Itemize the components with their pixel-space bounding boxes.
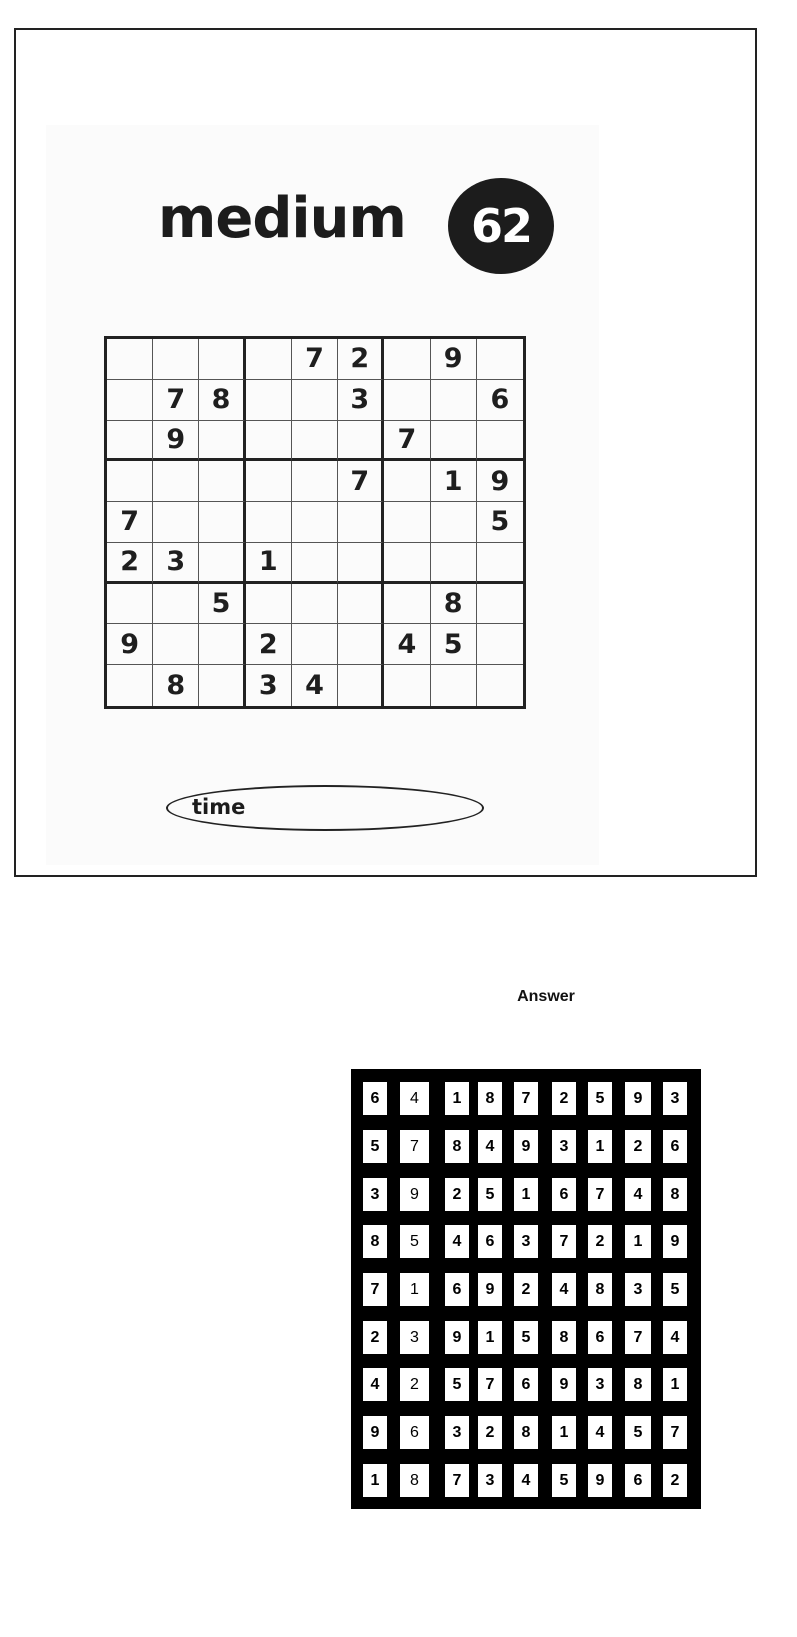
answer-cell: 2 (363, 1321, 387, 1354)
puzzle-title (158, 178, 578, 274)
answer-cell: 8 (663, 1178, 687, 1211)
puzzle-cell[interactable] (107, 665, 153, 706)
puzzle-cell[interactable] (153, 461, 199, 502)
puzzle-cell[interactable] (431, 543, 477, 584)
answer-cell: 3 (552, 1130, 576, 1163)
puzzle-cell[interactable]: 9 (477, 461, 523, 502)
puzzle-cell[interactable] (384, 502, 430, 543)
answer-cell: 5 (445, 1368, 469, 1401)
answer-cell: 2 (514, 1273, 538, 1306)
answer-cell: 1 (363, 1464, 387, 1497)
puzzle-cell[interactable] (292, 543, 338, 584)
puzzle-cell[interactable] (338, 624, 384, 665)
puzzle-cell[interactable]: 7 (338, 461, 384, 502)
puzzle-cell[interactable] (153, 502, 199, 543)
puzzle-cell[interactable] (384, 584, 430, 625)
puzzle-cell[interactable]: 3 (153, 543, 199, 584)
sudoku-puzzle-grid (104, 336, 526, 709)
puzzle-cell[interactable] (199, 624, 245, 665)
answer-cell: 9 (625, 1082, 651, 1115)
time-field[interactable] (166, 785, 484, 831)
puzzle-cell[interactable] (246, 421, 292, 462)
puzzle-cell[interactable]: 2 (338, 339, 384, 380)
answer-cell: 6 (663, 1130, 687, 1163)
answer-cell: 9 (445, 1321, 469, 1354)
answer-cell: 6 (552, 1178, 576, 1211)
answer-cell: 4 (445, 1225, 469, 1258)
difficulty-label: medium (158, 186, 406, 251)
puzzle-cell[interactable] (431, 502, 477, 543)
puzzle-cell[interactable]: 2 (246, 624, 292, 665)
answer-cell: 9 (663, 1225, 687, 1258)
puzzle-panel (14, 28, 757, 877)
answer-cell: 4 (663, 1321, 687, 1354)
puzzle-cell[interactable] (246, 461, 292, 502)
puzzle-cell[interactable] (199, 665, 245, 706)
answer-cell: 1 (478, 1321, 502, 1354)
puzzle-cell[interactable] (199, 502, 245, 543)
puzzle-cell[interactable] (477, 543, 523, 584)
puzzle-cell[interactable] (431, 421, 477, 462)
puzzle-cell[interactable] (246, 584, 292, 625)
puzzle-cell[interactable]: 6 (477, 380, 523, 421)
puzzle-cell[interactable]: 8 (153, 665, 199, 706)
answer-cell: 3 (478, 1464, 502, 1497)
answer-cell: 2 (552, 1082, 576, 1115)
answer-cell: 1 (552, 1416, 576, 1449)
answer-cell: 2 (400, 1368, 429, 1401)
puzzle-cell[interactable] (107, 461, 153, 502)
answer-cell: 6 (514, 1368, 538, 1401)
time-label: time (192, 795, 246, 819)
answer-cell: 8 (400, 1464, 429, 1497)
answer-cell: 5 (400, 1225, 429, 1258)
answer-cell: 8 (514, 1416, 538, 1449)
answer-cell: 3 (588, 1368, 612, 1401)
puzzle-cell[interactable] (199, 543, 245, 584)
puzzle-cell[interactable] (384, 665, 430, 706)
answer-cell: 8 (625, 1368, 651, 1401)
answer-cell: 4 (625, 1178, 651, 1211)
answer-cell: 9 (400, 1178, 429, 1211)
answer-cell: 6 (625, 1464, 651, 1497)
puzzle-cell[interactable]: 5 (199, 584, 245, 625)
answer-cell: 7 (363, 1273, 387, 1306)
answer-cell: 1 (663, 1368, 687, 1401)
answer-cell: 7 (588, 1178, 612, 1211)
answer-cell: 4 (514, 1464, 538, 1497)
puzzle-cell[interactable]: 1 (246, 543, 292, 584)
answer-cell: 4 (552, 1273, 576, 1306)
answer-cell: 8 (363, 1225, 387, 1258)
puzzle-cell[interactable]: 4 (384, 624, 430, 665)
puzzle-number-badge: 62 (448, 178, 554, 274)
puzzle-cell[interactable] (153, 624, 199, 665)
puzzle-cell[interactable] (384, 380, 430, 421)
answer-cell: 5 (588, 1082, 612, 1115)
puzzle-cell[interactable] (246, 502, 292, 543)
answer-cell: 3 (663, 1082, 687, 1115)
puzzle-cell[interactable]: 8 (431, 584, 477, 625)
puzzle-cell[interactable] (292, 584, 338, 625)
answer-cell: 2 (445, 1178, 469, 1211)
puzzle-cell[interactable] (246, 339, 292, 380)
puzzle-cell[interactable] (199, 339, 245, 380)
answer-cell: 5 (663, 1273, 687, 1306)
answer-cell: 5 (514, 1321, 538, 1354)
puzzle-cell[interactable] (338, 584, 384, 625)
answer-cell: 6 (445, 1273, 469, 1306)
answer-cell: 6 (478, 1225, 502, 1258)
answer-cell: 4 (363, 1368, 387, 1401)
puzzle-cell[interactable] (431, 665, 477, 706)
answer-cell: 9 (363, 1416, 387, 1449)
puzzle-cell[interactable] (477, 339, 523, 380)
puzzle-cell[interactable] (338, 421, 384, 462)
puzzle-cell[interactable] (338, 543, 384, 584)
puzzle-cell[interactable]: 7 (292, 339, 338, 380)
answer-cell: 9 (552, 1368, 576, 1401)
answer-cell: 6 (400, 1416, 429, 1449)
answer-cell: 2 (625, 1130, 651, 1163)
puzzle-cell[interactable] (107, 339, 153, 380)
puzzle-cell[interactable] (338, 502, 384, 543)
answer-cell: 6 (588, 1321, 612, 1354)
answer-cell: 7 (552, 1225, 576, 1258)
answer-cell: 8 (445, 1130, 469, 1163)
answer-cell: 3 (363, 1178, 387, 1211)
answer-cell: 2 (478, 1416, 502, 1449)
puzzle-cell[interactable] (384, 339, 430, 380)
puzzle-cell[interactable]: 7 (384, 421, 430, 462)
answer-cell: 1 (625, 1225, 651, 1258)
answer-heading: Answer (517, 988, 575, 1005)
puzzle-cell[interactable] (384, 461, 430, 502)
answer-cell: 8 (478, 1082, 502, 1115)
answer-cell: 4 (588, 1416, 612, 1449)
puzzle-cell[interactable]: 3 (338, 380, 384, 421)
puzzle-cell[interactable] (477, 624, 523, 665)
puzzle-cell[interactable] (338, 665, 384, 706)
puzzle-cell[interactable] (107, 380, 153, 421)
puzzle-cell[interactable] (477, 665, 523, 706)
answer-cell: 7 (400, 1130, 429, 1163)
answer-cell: 5 (363, 1130, 387, 1163)
answer-cell: 5 (478, 1178, 502, 1211)
puzzle-cell[interactable] (199, 421, 245, 462)
puzzle-cell[interactable]: 9 (107, 624, 153, 665)
answer-cell: 3 (445, 1416, 469, 1449)
puzzle-cell[interactable] (107, 584, 153, 625)
puzzle-cell[interactable] (199, 461, 245, 502)
answer-cell: 5 (552, 1464, 576, 1497)
answer-cell: 1 (588, 1130, 612, 1163)
answer-cell: 3 (625, 1273, 651, 1306)
answer-cell: 6 (363, 1082, 387, 1115)
answer-cell: 9 (588, 1464, 612, 1497)
sudoku-answer-grid (351, 1069, 701, 1509)
answer-cell: 1 (400, 1273, 429, 1306)
puzzle-cell[interactable] (153, 339, 199, 380)
answer-cell: 3 (514, 1225, 538, 1258)
puzzle-cell[interactable] (384, 543, 430, 584)
puzzle-cell[interactable] (292, 624, 338, 665)
puzzle-cell[interactable] (107, 421, 153, 462)
answer-cell: 7 (478, 1368, 502, 1401)
answer-cell: 1 (445, 1082, 469, 1115)
puzzle-cell[interactable]: 4 (292, 665, 338, 706)
puzzle-cell[interactable]: 7 (153, 380, 199, 421)
puzzle-cell[interactable] (292, 461, 338, 502)
answer-cell: 7 (445, 1464, 469, 1497)
answer-cell: 1 (514, 1178, 538, 1211)
puzzle-cell[interactable] (292, 380, 338, 421)
puzzle-cell[interactable]: 5 (477, 502, 523, 543)
answer-cell: 7 (514, 1082, 538, 1115)
puzzle-cell[interactable]: 1 (431, 461, 477, 502)
puzzle-cell[interactable] (477, 584, 523, 625)
answer-cell: 9 (478, 1273, 502, 1306)
answer-cell: 8 (588, 1273, 612, 1306)
puzzle-cell[interactable] (246, 380, 292, 421)
answer-cell: 3 (400, 1321, 429, 1354)
puzzle-cell[interactable]: 8 (199, 380, 245, 421)
puzzle-cell[interactable]: 2 (107, 543, 153, 584)
puzzle-cell[interactable]: 9 (153, 421, 199, 462)
answer-cell: 2 (588, 1225, 612, 1258)
answer-cell: 7 (663, 1416, 687, 1449)
puzzle-cell[interactable]: 7 (107, 502, 153, 543)
answer-cell: 5 (625, 1416, 651, 1449)
answer-cell: 4 (400, 1082, 429, 1115)
puzzle-cell[interactable]: 5 (431, 624, 477, 665)
answer-cell: 7 (625, 1321, 651, 1354)
answer-cell: 4 (478, 1130, 502, 1163)
answer-cell: 9 (514, 1130, 538, 1163)
puzzle-cell[interactable] (292, 502, 338, 543)
answer-cell: 2 (663, 1464, 687, 1497)
puzzle-cell[interactable]: 9 (431, 339, 477, 380)
puzzle-cell[interactable] (477, 421, 523, 462)
answer-cell: 8 (552, 1321, 576, 1354)
puzzle-cell[interactable]: 3 (246, 665, 292, 706)
puzzle-cell[interactable] (431, 380, 477, 421)
puzzle-cell[interactable] (292, 421, 338, 462)
puzzle-cell[interactable] (153, 584, 199, 625)
